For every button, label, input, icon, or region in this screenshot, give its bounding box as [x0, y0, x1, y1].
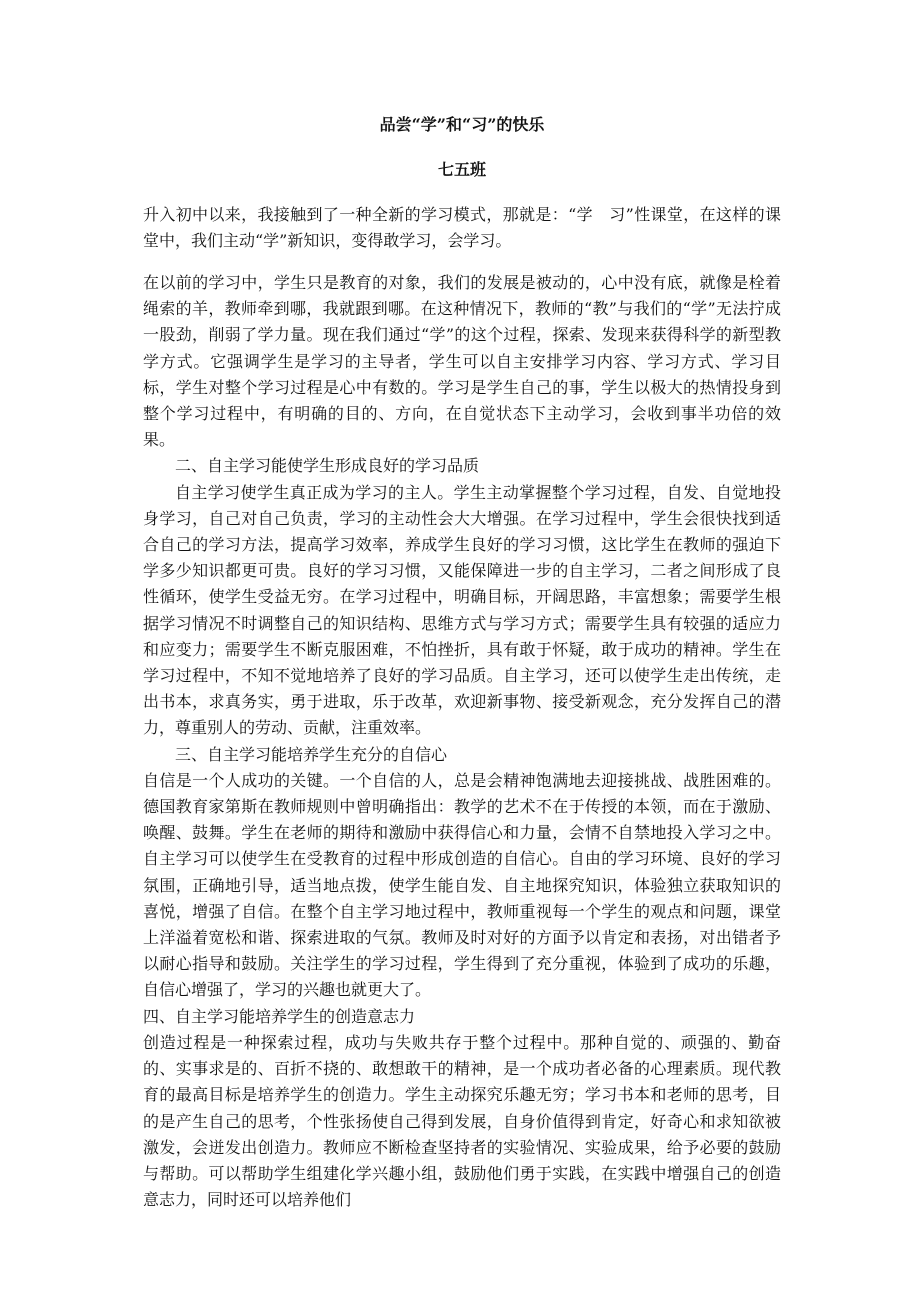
paragraph-3: 自信是一个人成功的关键。一个自信的人，总是会精神饱满地去迎接挑战、战胜困难的。德国教育家第斯在教师规则中曾明确指出：教学的艺术不在于传授的本领，而在于激励、唤醒、鼓舞。学生在老师的期待和激励中获得信心和力量，会情不自禁地投入学习之中。自主学习可以使学生在受教育的过程中形成创造的自信心。自由的学习环境、良好的学习氛围，正确地引导，适当地点拨，使学生能自发、自主地探究知识，体验独立获取知识的喜悦，增强了自信。在整个自主学习地过程中，教师重视每一个学生的观点和问题，课堂上洋溢着宽松和谐、探索进取的气氛。教师及时对好的方面予以肯定和表扬，对出错者予以耐心指导和鼓励。关注学生的学习过程，学生得到了充分重视，体验到了成功的乐趣，自信心增强了，学习的兴趣也就更大了。 [143, 770, 781, 1000]
class-name: 七五班 [437, 160, 486, 179]
section-heading-3: 三、自主学习能培养学生充分的自信心 [175, 744, 448, 764]
paragraph-2: 自主学习使学生真正成为学习的主人。学生主动掌握整个学习过程，自发、自觉地投身学习，自己对自己负责，学习的主动性会大大增强。在学习过程中，学生会很快找到适合自己的学习方法，提高学习效率，养成学生良好的学习习惯，这比学生在教师的强迫下学多少知识都更可贵。良好的学习习惯，又能保障进一步的自主学习，二者之间形成了良性循环，使学生受益无穷。在学习过程中，明确目标，开阔思路，丰富想象；需要学生根据学习情况不时调整自己的知识结构、思维方式与学习方式；需要学生具有较强的适应力和应变力；需要学生不断克服困难，不怕挫折，具有敢于怀疑，敢于成功的精神。学生在学习过程中，不知不觉地培养了良好的学习品质。自主学习，还可以使学生走出传统，走出书本，求真务实，勇于进取，乐于改革，欢迎新事物、接受新观念，充分发挥自己的潜力，尊重别人的劳动、贡献，注重效率。 [143, 482, 781, 738]
paragraph-1: 在以前的学习中，学生只是教育的对象，我们的发展是被动的，心中没有底，就像是栓着绳索的羊，教师牵到哪，我就跟到哪。在这种情况下，教师的“教”与我们的“学”无法拧成一股劲，削弱了学力量。现在我们通过“学”的这个过程，探索、发现来获得科学的新型教学方式。它强调学生是学习的主导者，学生可以自主安排学习内容、学习方式、学习目标，学生对整个学习过程是心中有数的。学习是学生自己的事，学生以极大的热情投身到整个学习过程中，有明确的目的、方向，在自觉状态下主动学习，会收到事半功倍的效果。 [143, 273, 781, 450]
article-body [143, 270, 781, 1213]
intro-paragraph: 升入初中以来，我接触到了一种全新的学习模式，那就是：“学 习”性课堂，在这样的课堂中，我们主动“学”新知识，变得敢学习，会学习。 [143, 205, 781, 251]
section-heading-4: 四、自主学习能培养学生的创造意志力 [143, 1006, 416, 1026]
paragraph-4: 创造过程是一种探索过程，成功与失败共存于整个过程中。那种自觉的、顽强的、勤奋的、实事求是的、百折不挠的、敢想敢干的精神，是一个成功者必备的心理素质。现代教育的最高目标是培养学生的创造力。学生主动探究乐趣无穷；学习书本和老师的思考，目的是产生自己的思考，个性张扬使自己得到发展，自身价值得到肯定，好奇心和求知欲被激发，会迸发出创造力。教师应不断检查坚持者的实验情况、实验成果，给予必要的鼓励与帮助。可以帮助学生组建化学兴趣小组，鼓励他们勇于实践，在实践中增强自己的创造意志力，同时还可以培养他们 [143, 1032, 781, 1210]
section-heading-2: 二、自主学习能使学生形成良好的学习品质 [175, 456, 480, 476]
intro-block [143, 202, 781, 254]
document-title: 品尝“学”和“习”的快乐 [379, 115, 545, 134]
